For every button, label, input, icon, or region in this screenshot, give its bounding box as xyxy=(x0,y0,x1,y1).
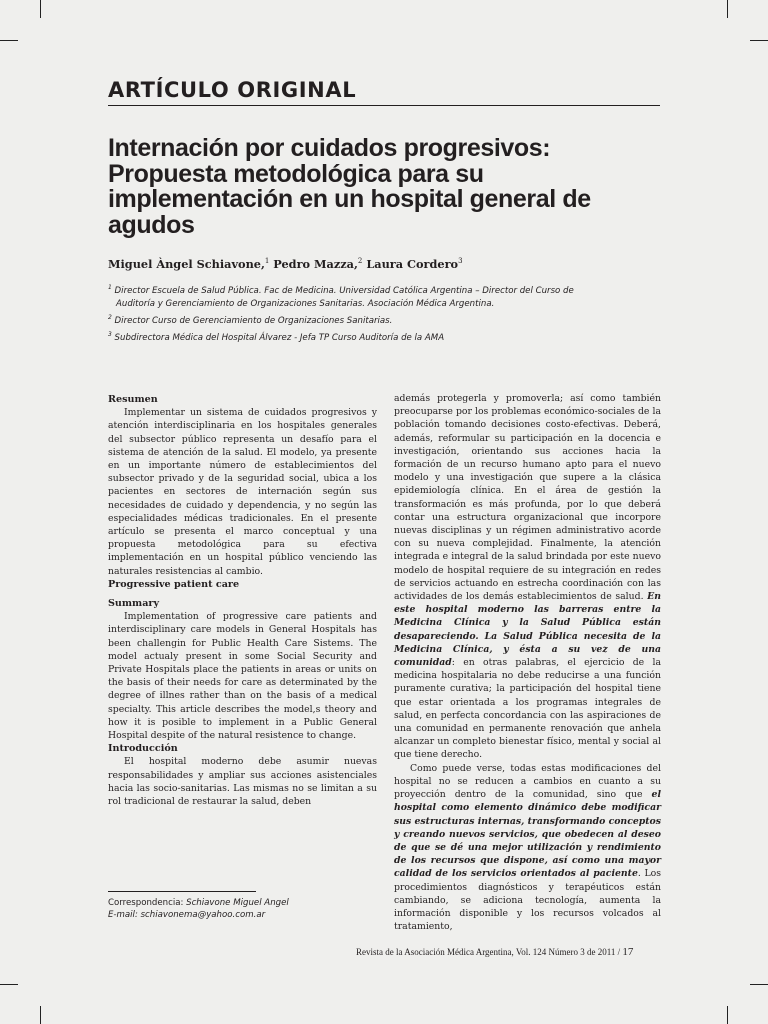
left-column xyxy=(108,393,377,808)
crop-mark xyxy=(40,1006,41,1024)
summary-heading: Summary xyxy=(108,598,160,610)
author-superscript: 2 xyxy=(357,257,363,266)
correspondence-name: Schiavone Miguel Angel xyxy=(186,898,289,908)
right-column xyxy=(394,392,661,933)
crop-mark xyxy=(727,1006,728,1024)
section-heading: ARTÍCULO ORIGINAL xyxy=(108,78,357,102)
page-number: 17 xyxy=(622,946,634,958)
article-title: Internación por cuidados progresivos: Propuesta metodológica para su implementación en un hospital general de agudos xyxy=(108,134,591,239)
correspondence-email: schiavonema@yahoo.com.ar xyxy=(140,910,266,920)
intro-text: El hospital moderno debe asumir nuevas responsabilidades y ampliar sus acciones asistenciales hacia las socio-sanitarias. Las mismas no se limitan a su rol tradicional de restaurar la salud, deben xyxy=(108,756,377,808)
crop-mark xyxy=(40,0,41,18)
crop-mark xyxy=(750,984,768,985)
intro-heading: Introducción xyxy=(108,743,178,755)
correspondence-divider xyxy=(108,891,256,892)
summary-text: Implementation of progressive care patients and interdisciplinary care models in General Hospitals has been challengin for Public Health Care Sistems. The model actualy present in some Social Security and Private Hospitals place the patients in areas or units on the basis of their needs for care as determinated by the degree of illnes rather than on the basis of a medical specialty. This article describes the model,s theory and how it is posible to implement in a Public General Hospital despite of the natural resistence to change. xyxy=(108,611,377,742)
journal-citation: Revista de la Asociación Médica Argentina, Vol. 124 Número 3 de 2011 / xyxy=(356,947,623,957)
affiliations xyxy=(108,281,653,345)
author-superscript: 1 xyxy=(264,257,270,266)
correspondence: Correspondencia: Schiavone Miguel Angel E-mail: schiavonema@yahoo.com.ar xyxy=(108,898,289,920)
crop-mark xyxy=(727,0,728,18)
page-footer xyxy=(356,946,633,958)
affiliation-continued: Auditoría y Gerenciamiento de Organizaciones Sanitarias. Asociación Médica Argentina. xyxy=(116,298,495,309)
resumen-heading: Resumen xyxy=(108,394,158,405)
body-paragraph: además protegerla y promoverla; así como también preocuparse por los problemas económico-sociales de la población tomando decisiones costo-efectivas. Deberá, además, reformular su participación en la docencia e investigación, orientando sus acciones hacia la formación de un recurso humano apto para el nuevo modelo y una investigación que supere a la clásica epidemiología clínica. En el área de gestión la transformación es más profunda, por lo que deberá contar una estructura organizacional que incorpore nuevas disciplinas y un régimen administrativo acorde con su nueva complejidad. Finalmente, la atención integrada e integral de la salud brindada por este nuevo modelo de hospital requiere de su integración en redes de servicios actuando en estrecha coordinación con las actividades de los demás establecimientos de salud. En este hospital moderno las barreras entre la Medicina Clínica y la Salud Pública están desapareciendo. La Salud Pública necesita de la Medicina Clínica, y ésta a su vez de una comunidad: en otras palabras, el ejercicio de la medicina hospitalaria no debe reducirse a una función puramente curativa; la participación del hospital tiene que estar orientada a los programas integrales de salud, en perfecta concordancia con las aspiraciones de una comunidad en permanente renovación que anhela alcanzar un completo bienestar físico, mental y social al que tiene derecho. xyxy=(394,393,661,761)
author-name: Miguel Àngel Schiavone, xyxy=(108,257,265,271)
body-paragraph: Como puede verse, todas estas modificaciones del hospital no se reducen a cambios en cuanto a su proyección dentro de la comunidad, sino que el hospital como elemento dinámico debe modificar sus estructuras internas, transformando conceptos y creando nuevos servicios, que obedecen al deseo de que se dé una mejor utilización y rendimiento de los recursos que dispone, así como una mayor calidad de los servicios orientados al paciente. Los procedimientos diagnósticos y terapéuticos están cambiando, se adiciona tecnología, aumenta la información disponible y los recursos volcados al tratamiento, xyxy=(394,762,662,933)
affiliation: $^2$ Director Curso de Gerenciamiento de Organizaciones Sanitarias. xyxy=(108,313,393,326)
emphasis-text: el hospital como elemento dinámico debe modificar sus estructuras internas, transformando conceptos y creando nuevos servicios, que obedecen al deseo de que se dé una mejor utilización y rendimiento de los recursos que dispone, así como una mayor calidad de los servicios orientados al paciente xyxy=(394,789,661,880)
author-name: Pedro Mazza, xyxy=(269,257,358,271)
affiliation: $^1$ Director Escuela de Salud Pública. Fac de Medicina. Universidad Católica Argentina – Director del Curso de xyxy=(108,284,574,296)
emphasis-text: En este hospital moderno las barreras entre la Medicina Clínica y la Salud Pública están desapareciendo. La Salud Pública necesita de la Medicina Clínica, y ésta a su vez de una comunidad xyxy=(394,591,661,669)
author-name: Laura Cordero xyxy=(362,257,459,271)
affiliation: $^3$ Subdirectora Médica del Hospital Álvarez - Jefa TP Curso Auditoría de la AMA xyxy=(108,330,445,343)
crop-mark xyxy=(0,984,18,985)
english-title: Progressive patient care xyxy=(108,578,240,590)
crop-mark xyxy=(0,40,18,41)
resumen-text: Implementar un sistema de cuidados progresivos y atención interdisciplinaria en los hospitales generales del subsector público representa un desafío para el sistema de atención de la salud. El modelo, ya presente en un importante número de establecimientos del subsector privado y de la seguridad social, ubica a los pacientes en sectores de internación según sus necesidades de cuidado y dependencia, y no según las especialidades médicas tradicionales. En el presente artículo se presenta el marco conceptual y una propuesta metodológica para su efectiva implementación en un hospital público venciendo las naturales resistencias al cambio. xyxy=(108,407,377,577)
crop-mark xyxy=(750,40,768,41)
author-superscript: 3 xyxy=(458,257,463,266)
author-list xyxy=(108,257,463,271)
section-divider xyxy=(108,105,660,106)
